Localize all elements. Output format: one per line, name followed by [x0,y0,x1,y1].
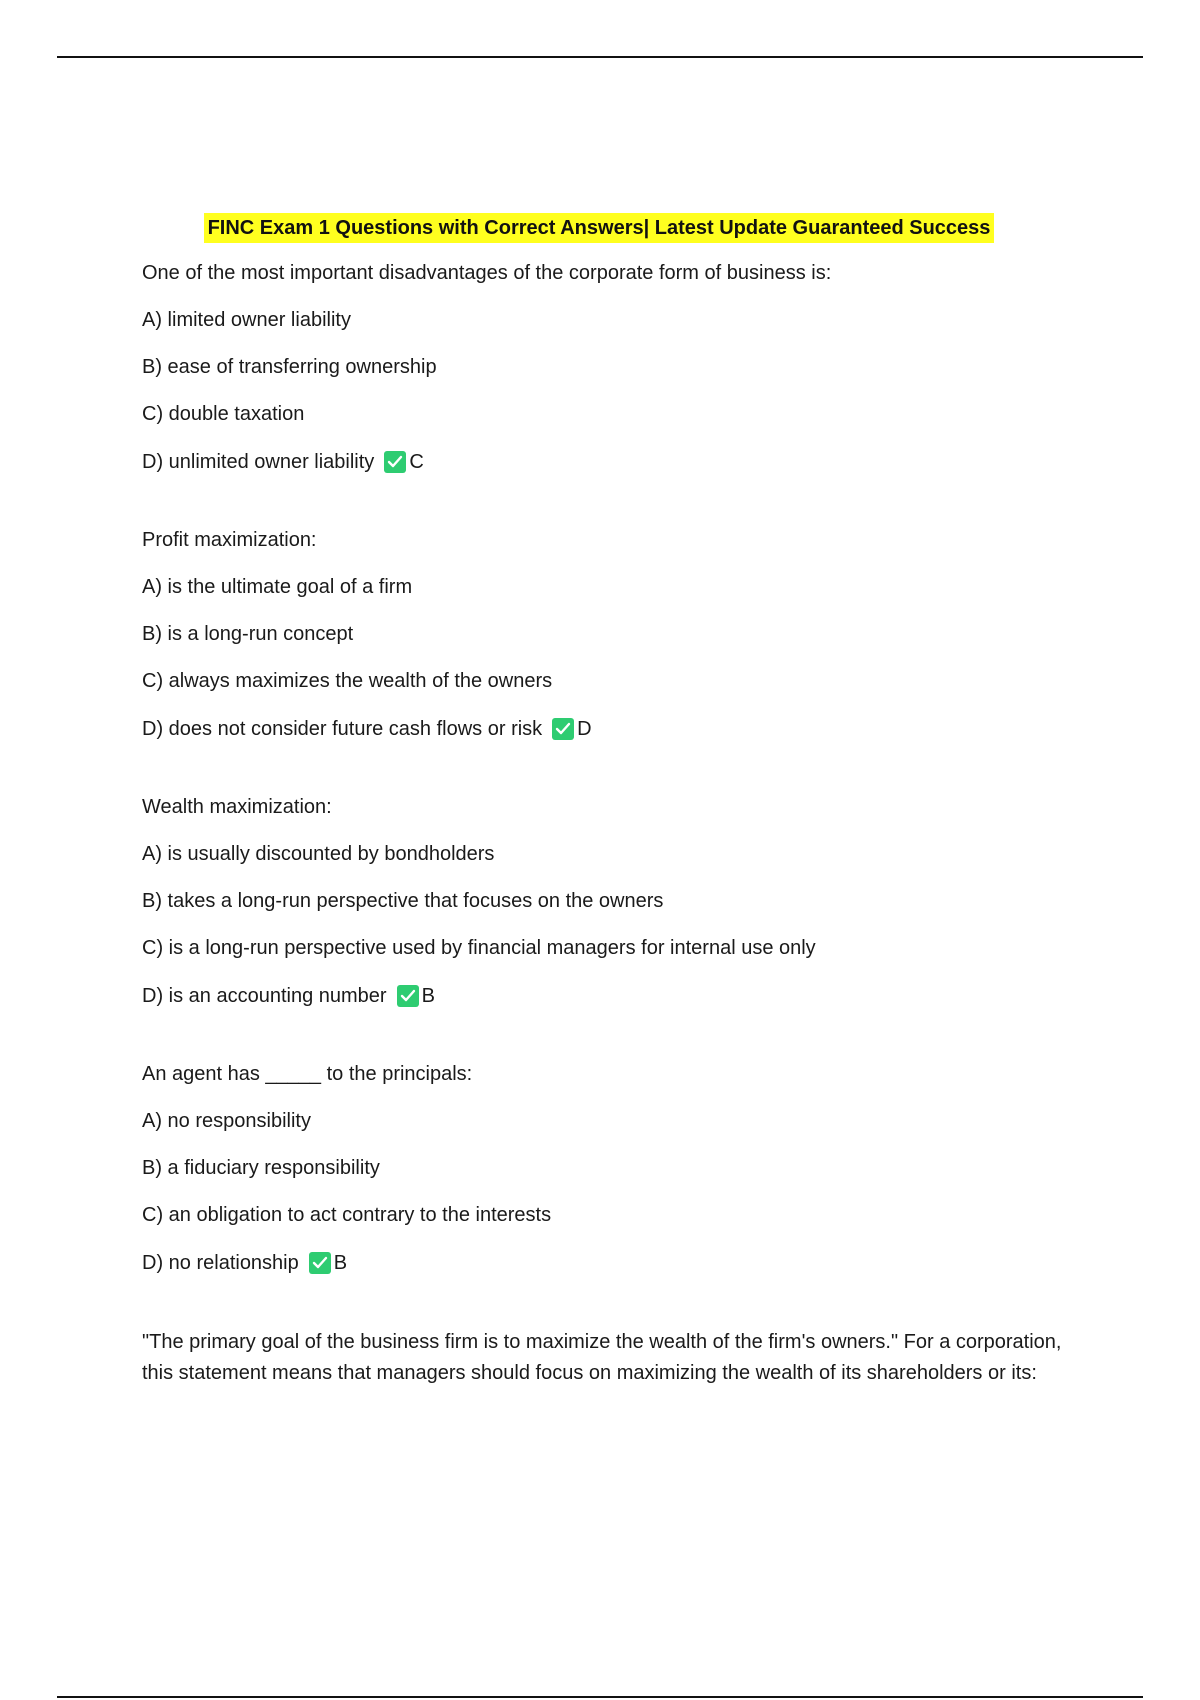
question-2 [142,526,1062,744]
question-4 [142,1060,1062,1278]
question-5 [142,1327,1062,1389]
option-d-row [142,447,1062,477]
option-a: A) is usually discounted by bondholders [142,843,495,865]
option-a: A) limited owner liability [142,309,351,331]
check-mark-icon [384,451,406,473]
question-text: Wealth maximization: [142,796,332,818]
option-d-row [142,981,1062,1011]
document-body [142,213,1062,1438]
option-d-row [142,1248,1062,1278]
document-title: FINC Exam 1 Questions with Correct Answers| Latest Update Guaranteed Success [204,213,995,243]
title-container [136,213,1062,247]
question-text: One of the most important disadvantages of the corporate form of business is: [142,262,832,284]
answer-letter: C [409,451,424,473]
option-a: A) no responsibility [142,1110,311,1132]
option-c: C) double taxation [142,403,305,425]
question-3 [142,793,1062,1011]
option-c: C) always maximizes the wealth of the owners [142,670,553,692]
option-d: D) does not consider future cash flows or risk [142,718,543,740]
option-d: D) is an accounting number [142,985,387,1007]
option-d: D) no relationship [142,1252,299,1274]
answer-letter: B [421,985,435,1007]
question-1 [142,259,1062,477]
option-a: A) is the ultimate goal of a firm [142,576,413,598]
question-text: An agent has _____ to the principals: [142,1063,473,1085]
option-b: B) a fiduciary responsibility [142,1157,380,1179]
option-c: C) an obligation to act contrary to the interests [142,1204,552,1226]
question-text: Profit maximization: [142,529,317,551]
option-b: B) takes a long-run perspective that focuses on the owners [142,890,664,912]
header-rule [57,56,1143,58]
answer-letter: D [577,718,592,740]
check-mark-icon [397,985,419,1007]
answer-letter: B [333,1252,348,1274]
question-text: "The primary goal of the business firm is to maximize the wealth of the firm's owners." For a corporation, this statement means that managers should focus on maximizing the wealth of its shareholders or its: [142,1331,1062,1384]
option-b: B) ease of transferring ownership [142,356,437,378]
option-c: C) is a long-run perspective used by financial managers for internal use only [142,937,816,959]
check-mark-icon [309,1252,331,1274]
option-d-row [142,714,1062,744]
footer-rule [57,1696,1143,1698]
option-b: B) is a long-run concept [142,623,354,645]
option-d: D) unlimited owner liability [142,451,375,473]
check-mark-icon [552,718,574,740]
